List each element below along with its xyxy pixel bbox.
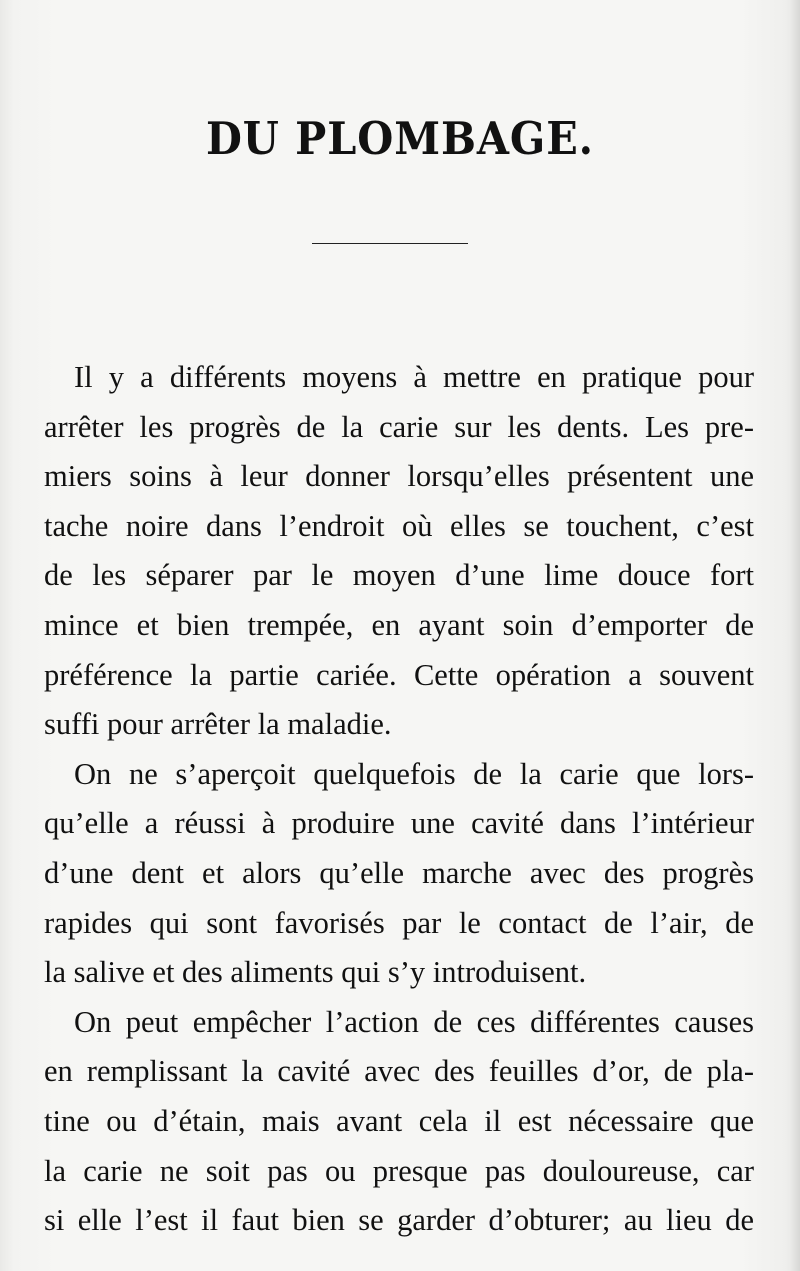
body-text [44,353,754,1246]
text-line: la carie ne soit pas ou presque pas douloureuse, car [44,1153,754,1188]
text-line: de les séparer par le moyen d’une lime douce fort [44,558,754,593]
paragraph [44,998,754,1246]
text-line: d’une dent et alors qu’elle marche avec des progrès [44,855,754,890]
text-line: mince et bien trempée, en ayant soin d’emporter de [44,607,754,642]
text-line: préférence la partie cariée. Cette opération a souvent [44,657,754,692]
text-line: On peut empêcher l’action de ces différentes causes [74,1004,754,1039]
text-line: miers soins à leur donner lorsqu’elles présentent une [44,459,754,494]
paragraph [44,353,754,750]
page-edge-shadow [790,0,800,1271]
title-rule [312,243,468,244]
text-line: qu’elle a réussi à produire une cavité dans l’intérieur [44,806,754,841]
text-line: rapides qui sont favorisés par le contact de l’air, de [44,905,754,940]
text-line: On ne s’aperçoit quelquefois de la carie que lors- [74,756,754,791]
text-line: tine ou d’étain, mais avant cela il est nécessaire que [44,1103,754,1138]
text-line: si elle l’est il faut bien se garder d’obturer; au lieu de [44,1203,754,1238]
text-line: en remplissant la cavité avec des feuilles d’or, de pla- [44,1054,754,1089]
text-line: Il y a différents moyens à mettre en pratique pour [74,360,754,394]
paragraph [44,750,754,998]
text-line: suffi pour arrêter la maladie. [44,707,392,742]
text-line: arrêter les progrès de la carie sur les dents. Les pre- [44,409,754,444]
text-line: tache noire dans l’endroit où elles se touchent, c’est [44,508,754,543]
text-line: la salive et des aliments qui s’y introduisent. [44,955,587,990]
chapter-title: DU PLOMBAGE. [205,112,595,165]
